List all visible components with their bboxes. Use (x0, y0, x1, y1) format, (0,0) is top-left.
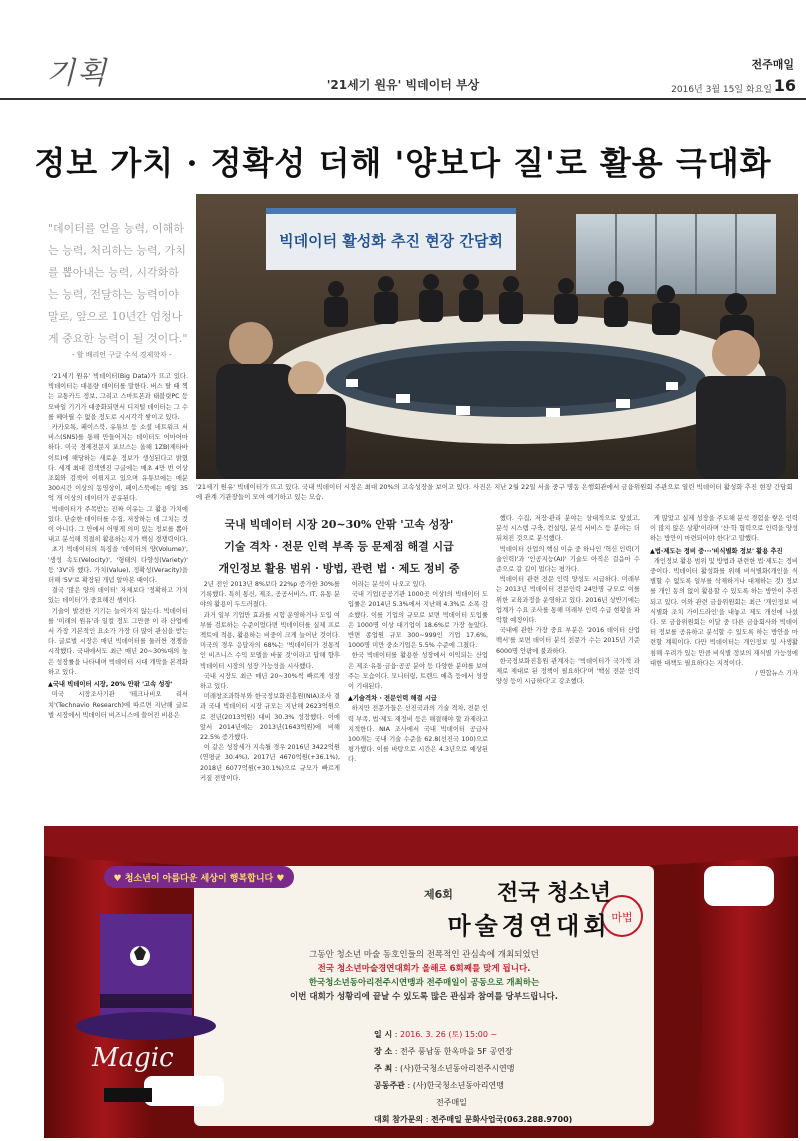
paragraph: 미래창조과학부와 한국정보화진흥원(NIA)조사 결과 국내 빅데이터 시장 규모는 지난해 2623억원으로 전년(2013억원) 대비 30.3% 성장했다. 이에 앞서 2014년에는 2013년(1643억원)에 비해 22.5% 증가했다. (200, 693, 340, 742)
paragraph: 이 같은 성장세가 지속될 경우 2016년 3422억원(연평균 30.4%), 2017년 4670억원(+36.1%), 2018년 6077억원(+30.1%)으로 규모가 빠르게 커질 전망이다. (200, 744, 340, 782)
article-column-1 (48, 372, 188, 820)
subhead: ▲국내 빅데이터 시장, 20% 안팎 '고속 성장' (48, 681, 173, 689)
meeting-photo-illustration (196, 194, 798, 479)
ad-body (204, 948, 644, 1004)
article-column-5 (650, 514, 798, 820)
paragraph: 개인정보 활용 범위 및 방법과 관련한 법·제도는 정비 중이다. 빅데이터 활성화를 위해 비식별화(개인을 식별할 수 없도록 일부를 삭제하거나 대체하는 것) 정보를 개인 동의 없이 활용할 수 있도록 하는 방안이 추진되고 있다. 이와 관련 금융위원회는 최근 '개인정보 비식별화 조치 가이드라인'을 내놓고 제도 개선에 나섰다. 또 금융위원회는 이달 중 다른 금융회사와 빅데이터 정보를 공유하고 분석할 수 있도록 하는 방안을 마련할 계획이다. 다만 빅데이터는 개인정보 및 사생활 침해 우려가 있는 만큼 비식별 정보의 재식별 가능성에 대한 대책도 필요하다는 지적이다. (650, 557, 798, 667)
paragraph: 이라는 분석이 나오고 있다. (351, 581, 427, 588)
ad-body-line: 한국청소년동아리전주시연맹과 전주매일이 공동으로 개최하는 (308, 978, 540, 988)
deck-line: 개인정보 활용 범위 · 방법, 관련 법 · 제도 정비 중 (218, 562, 460, 575)
paragraph: 국내에 관한 가장 중요 부분은 '2016 데이터 산업백서'를 보면 데이터 분석 전문가 수는 2015년 기준 6000명 안팎에 불과하다. (496, 627, 640, 655)
paragraph: 기술이 발전한 기기는 늘어가지 않는다. 빅데이터를 '미래의 원유'라 일컬 정도 그만큼 이 라 산업에서 가장 기본적인 요소가 가장 더 많이 관심을 받는다. 글로벌 시장은 매년 빅데이터를 둘러싼 경쟁을 시작했다. 국내에서도 최근 매년 20~30%대의 높은 성장률을 나타내며 빅데이터 시대 개막을 본격화하고 있다. (48, 607, 188, 676)
cohost-value: (사)한국청소년동아리연맹 (412, 1081, 504, 1090)
issue-date: 2016년 3월 15일 화요일 (671, 85, 772, 95)
date-label: 일 시 (374, 1030, 393, 1039)
paragraph: 빅데이터가 주목받는 진짜 이유는 그 활용 가치에 있다. 단순한 데이터를 수집, 저장하는 데 그치는 것이 아니다. 그 안에서 어떻게 의미 있는 정보를 뽑아내고 분석해 적절히 활용하는지가 핵심 경쟁력이다. (48, 505, 188, 544)
paper-name: 전주매일 (751, 58, 794, 71)
paragraph: 빅데이터 산업의 핵심 이슈 중 하나인 '혁신 인력(기술인력)'과 '인공지능(AI)' 기술도 아직은 걸음마 수준으로 갈 길이 멀다는 평가다. (496, 545, 640, 574)
photo-banner-text: 빅데이터 활성화 추진 현장 간담회 (279, 232, 503, 250)
ad-banner-text: ♥ 청소년이 아름다운 세상이 행복합니다 ♥ (113, 874, 285, 884)
pullquote: "데이터를 얻을 능력, 이해하는 능력, 처리하는 능력, 가치를 뽑아내는 능력, 시각화하는 능력, 전달하는 능력이야말로, 앞으로 10년간 엄청나게 중요한 능력이 될 것이다." (48, 222, 188, 345)
meeting-photo (196, 194, 798, 479)
article-headline: 정보 가치 · 정확성 더해 '양보다 질'로 활용 극대화 (34, 144, 772, 182)
page-header (0, 0, 806, 100)
ad-body-line: 전국 청소년마술경연대회가 올해로 6회째를 맞게 됩니다. (317, 964, 531, 974)
ad-details: 일 시 : 2016. 3. 26 (토) 15:00 ~ 장 소 : 전주 풍남동 한옥마을 5F 공연장 주 최 : (사)한국청소년동아리전주시연맹 공동주관 : (사)한국청소년동아리연맹 전주매일 대회 참가문의 : 전주매일 문화사업국(063.288.9700) (374, 1030, 573, 1124)
paragraph: 카카오톡, 페이스북, 유튜브 등 소셜 네트워크 서비스(SNS)를 통해 만들어지는 데이터도 어마어마하다. 미국 경제전문지 포브스는 올해 1ZB(제타바이트)에 해당하는 새로운 정보가 생성된다고 밝혔다. 세계 최대 검색엔진 구글에는 매초 4만 번 이상 조회와 검색이 이뤄지고 있으며 유튜브에는 매분 300시간 이상의 동영상이, 페이스북에는 매일 35억 개 이상의 데이터가 공유된다. (48, 424, 188, 503)
paragraph: 초기 빅데이터의 특징을 '데이터의 양(Volume)', '생성 속도(Velocity)', '형태의 다양성(Variety)' 등 '3V'라 했다. 가치(Value), 정확성(Veracity)을 더해 '5V'로 확장된 개념 알아본 때이다. (48, 546, 188, 585)
subhead: ▲기술격차 · 전문인력 해결 시급 (348, 695, 437, 703)
logo-text: 마법 (611, 911, 633, 924)
article-deck (204, 514, 474, 580)
page-number: 16 (773, 76, 796, 95)
ad-title-1: 전국 청소년 (497, 881, 611, 906)
photo-caption: '21세기 원유' 빅데이터가 뜨고 있다. 국내 빅데이터 시장은 최대 20%의 고속성장을 보이고 있다. 사진은 지난 2월 22일 서울 중구 명동 은행회관에서 금융위원회 주관으로 열린 빅데이터 활성화 추진 현장 간담회에 관계 기관장들이 모여 얘기하고 있는 모습. (196, 483, 793, 501)
venue-label: 장 소 (374, 1047, 393, 1056)
magic-lettering: Magic (92, 1043, 174, 1073)
byline: / 연합뉴스 기자 (755, 670, 798, 678)
paragraph: 과거 일부 기업만 효과를 시험 운영하거나 도입 여부를 검토하는 수준이었다면 빅데이터를 실제 프로젝트에 적용, 활용하는 비중이 크게 늘어난 것이다. 미국의 경우 응답자의 68%는 '빅데이터가 전통적인 비즈니스 수익 모델을 바꿀 것'이라고 답해 향후 빅데이터 시장의 성장 가능성을 시사했다. (200, 611, 340, 670)
pullquote-source: - 할 배리언 구글 수석 경제학자 - (72, 351, 172, 359)
magic-contest-ad (44, 826, 798, 1138)
paragraph: 했다. 수집, 저장·관리 분야는 상대적으로 앞섰고, 분석 시스템 구축, 컨설팅, 분석 서비스 등 분야는 더 뒤쳐진 것으로 분석했다. (496, 515, 640, 543)
subhead: ▲법·제도는 정비 중···'비식별화 정보' 활용 추진 (650, 547, 783, 555)
paragraph: 게 많았고 실제 성장을 주도해 분석 경험을 쌓은 인력이 많지 않은 상황'이라며 '산·학 협력으로 인력을 양성하는 방안이 마련되어야 한다'고 말했다. (650, 515, 798, 543)
ad-edition: 제6회 (424, 888, 453, 901)
gloved-hand (144, 1076, 224, 1106)
article-column-3 (348, 580, 488, 820)
paragraph: 국내 기업(공공기관 1000곳 이상)의 빅데이터 도입률은 2014년 5.3%에서 지난해 4.3%로 소폭 감소했다. 이를 기업의 규모로 보면 빅데이터 도입률은 1000명 이상 대기업이 18.6%로 가장 높았다. 반면 종업원 규모 300~999인 기업 17.6%, 1000명 미만 중소기업은 5.5% 수준에 그쳤다. (348, 591, 488, 650)
inquiry-label: 대회 참가문의 (374, 1115, 424, 1124)
deck-line: 국내 빅데이터 시장 20~30% 안팎 '고속 성장' (224, 518, 454, 531)
paragraph: 미국 시장조사기관 '테크나비오 리서치'(Technavio Research)에 따르면 지난해 글로벌 시장에서 빅데이터 비즈니스에 쓸어진 비용은 (48, 691, 188, 719)
paragraph: '21세기 원유' 빅데이터(Big Data)가 뜨고 있다. 빅데이터는 대용량 데이터를 말한다. 버스 탈 때 찍는 교통카드 정보, 그리고 스마트폰과 태블릿PC 등 모바일 기기가 대중화되면서 디지털 데이터는 그 수를 헤아릴 수 없을 정도로 시시각각 쌓이고 있다. (48, 373, 188, 421)
paragraph: 국내 시장도 최근 매년 20~30%씩 빠르게 성장하고 있다. (200, 672, 340, 691)
ad-body-line: 이번 대회가 성황리에 끝날 수 있도록 많은 관심과 참여를 당부드립니다. (290, 992, 558, 1002)
paragraph: 하지만 전문가들은 선진국과의 기술 격차, 전문 인력 부족, 법·제도 재정비 등은 해결해야 할 과제라고 지적한다. NIA 조사에서 국내 빅데이터 공급사 100개는 국내 기술 수준을 62.8(선진국 100)으로 평가했다. 이를 바탕으로 시간은 4.3년으로 예상된다. (348, 705, 488, 764)
paragraph: 결국 '많은 양의 데이터' 자체보다 '정확하고 가치 있는 데이터'가 중요해진 셈이다. (48, 587, 188, 605)
deck-line: 기술 격차 · 전문 인력 부족 등 문제점 해결 시급 (224, 540, 454, 553)
ad-body-line: 그동안 청소년 마술 동호인들의 전폭적인 관심속에 개최되었던 (309, 950, 539, 960)
article-column-2 (200, 580, 340, 820)
article-column-4 (496, 514, 640, 820)
paragraph: 빅데이터 관련 전문 인력 양성도 시급하다. 미래부는 2013년 빅데이터 전문인력 24만명 규모로 이를 위한 교육과정을 운영하고 있다. 2016년 상반기에는 업계가 수요 조사를 통해 미래부 인력 수급 현황을 파악할 예정이다. (496, 576, 640, 625)
host-value: (사)한국청소년동아리전주시연맹 (400, 1064, 515, 1073)
paragraph: 한국정보화진흥원 관계자는 '빅데이터가 국가적 과제로 제대로 된 정책이 필요하다'며 '핵심 전문 인력 양성 등이 시급하다'고 강조했다. (496, 657, 640, 686)
cohost-label: 공동주관 (374, 1081, 405, 1090)
inquiry-value: 전주매일 문화사업국(063.288.9700) (430, 1115, 573, 1124)
date-value: 2016. 3. 26 (토) 15:00 ~ (400, 1030, 498, 1039)
section-mark: 기획 (46, 56, 108, 91)
host-label: 주 최 (374, 1064, 393, 1073)
ad-title-2: 마술경연대회 (447, 912, 611, 940)
sponsor-value: 전주매일 (436, 1098, 467, 1107)
header-rule (0, 98, 806, 100)
venue-value: 전주 풍남동 한옥마을 5F 공연장 (400, 1047, 513, 1056)
paragraph: 한국 빅데이터를 활용한 성장에서 이익되는 산업은 제조·유통·금융·공공 분야 등 다양한 분야를 보여주는 모습이다. 모니터링, 트렌드 예측 등에서 성장이 기대된다. (348, 652, 488, 691)
paragraph: 2년 전인 2013년 8%보다 22%p 증가한 30%를 기록했다. 특히 통신, 제조, 공공서비스, IT, 유통 분야의 활용이 두드러졌다. (200, 581, 340, 609)
section-title: '21세기 원유' 빅데이터 부상 (326, 78, 480, 92)
